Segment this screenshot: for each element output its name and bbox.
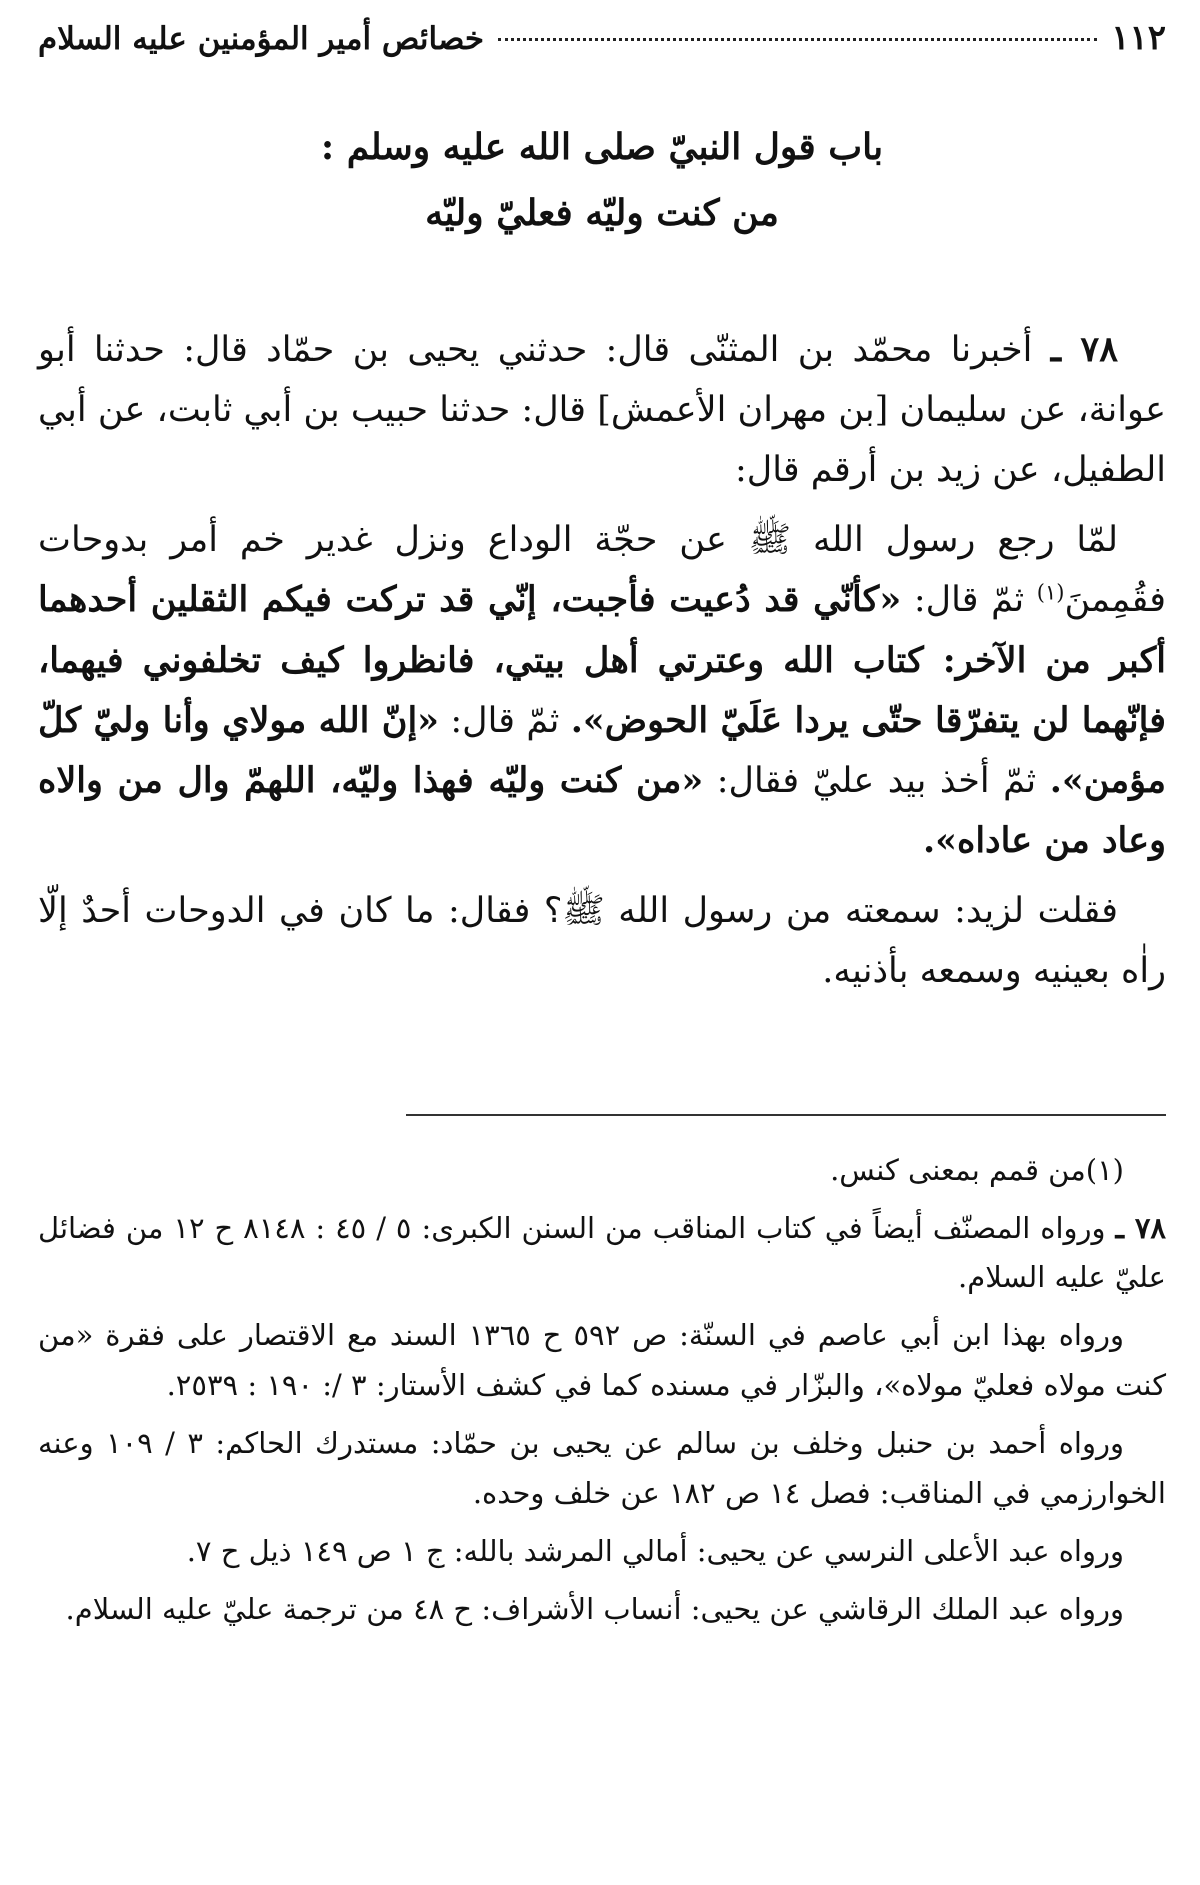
footnote-divider xyxy=(406,1114,1166,1116)
matn-said: ثمّ قال: xyxy=(913,580,1025,621)
footnote-6: ورواه عبد الملك الرقاشي عن يحيى: أنساب الأشراف: ح ٤٨ من ترجمة عليّ عليه السلام. xyxy=(65,1591,1124,1626)
quote-thaqalayn: «كأنّي قد دُعيت فأجبت، إنّي قد تركت فيكم الثقلين أحدهما أكبر من الآخر: كتاب الله وعترتي أهل بيتي، فانظروا كيف تخلفوني فيهما، فإنّهما لن يتفرّقا حتّى يردا عَلَيّ الحوض». xyxy=(38,579,1166,741)
footnote-2-number: ٧٨ ـ xyxy=(1115,1210,1167,1245)
footnote-4: ورواه أحمد بن حنبل وخلف بن سالم عن يحيى بن حمّاد: مستدرك الحاكم: ٣ / ١٠٩ وعنه الخوارزمي في المناقب: فصل ١٤ ص ١٨٢ عن خلف وحده. xyxy=(38,1426,1166,1510)
footnote-5: ورواه عبد الأعلى النرسي عن يحيى: أمالي المرشد بالله: ج ١ ص ١٤٩ ذيل ح ٧. xyxy=(186,1533,1124,1568)
hadith-matn-paragraph xyxy=(38,510,1166,871)
chapter-title-line-1: باب قول النبيّ صلى الله عليه وسلم : xyxy=(320,126,884,168)
chapter-title-line-2: من كنت وليّه فعليّ وليّه xyxy=(425,191,779,234)
footnote-2-text: ورواه المصنّف أيضاً في كتاب المناقب من السنن الكبرى: ٥ / ٤٥ : ٨١٤٨ ح ١٢ من فضائل عليّ عليه السلام. xyxy=(38,1210,1166,1295)
quote-mawla: «إنّ الله مولاي وأنا وليّ كلّ مؤمن». xyxy=(38,699,1166,801)
took-hand: ثمّ أخذ بيد عليّ فقال: xyxy=(716,760,1037,801)
footnote-marker: (١) xyxy=(1036,580,1065,605)
header-dot-leader xyxy=(498,38,1097,41)
running-header xyxy=(38,18,1166,76)
chapter-title xyxy=(38,120,1166,242)
hadith-isnad: أخبرنا محمّد بن المثنّى قال: حدثني يحيى بن حمّاد قال: حدثنا أبو عوانة، عن سليمان [بن مهران الأعمش] قال: حدثنا حبيب بن أبي ثابت، عن أبي الطفيل، عن زيد بن أرقم قال: xyxy=(38,329,1166,490)
footnotes xyxy=(38,1146,1166,1635)
running-title: خصائص أمير المؤمنين عليه السلام xyxy=(38,21,484,57)
footnote-1: (١)من قمم بمعنى كنس. xyxy=(830,1152,1124,1187)
matn-intro: لمّا رجع رسول الله ﷺ عن حجّة الوداع ونزل غدير خم أمر بدوحات فقُمِمنَ xyxy=(38,520,1166,621)
page-number: ١١٢ xyxy=(1111,18,1166,58)
zayd-question-paragraph xyxy=(38,881,1166,1001)
footnote-3: ورواه بهذا ابن أبي عاصم في السنّة: ص ٥٩٢ ح ١٣٦٥ السند مع الاقتصار على فقرة «من كنت مولاه فعليّ مولاه»، والبزّار في مسنده كما في كشف الأستار: ٣ /: ١٩٠ : ٢٥٣٩. xyxy=(38,1318,1166,1403)
quote-wali: «من كنت وليّه فهذا وليّه، اللهمّ وال من والاه وعاد من عاداه». xyxy=(38,759,1166,862)
then-said: ثمّ قال: xyxy=(450,700,560,741)
hadith-number: ٧٨ ـ xyxy=(1050,328,1118,370)
hadith-isnad-paragraph xyxy=(38,320,1166,501)
footnote-2 xyxy=(38,1204,1166,1304)
book-page xyxy=(38,18,1166,1865)
main-text xyxy=(38,320,1166,1002)
zayd-answer: فقال: ما كان في الدوحات أحدٌ إلّا راٰه بعينيه وسمعه بأذنيه. xyxy=(38,891,1166,992)
zayd-question: فقلت لزيد: سمعته من رسول الله ﷺ؟ xyxy=(543,891,1118,932)
